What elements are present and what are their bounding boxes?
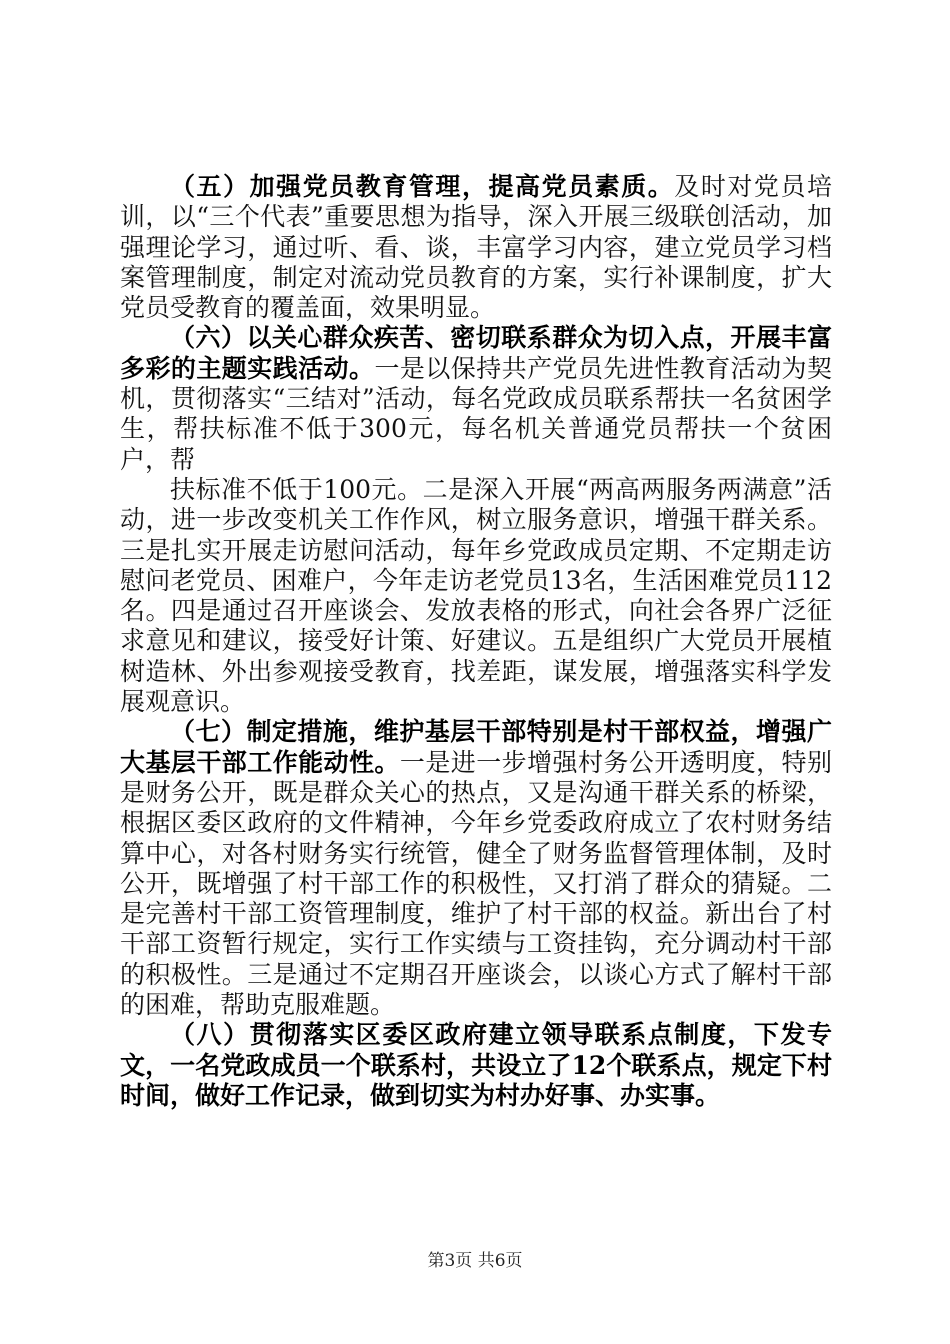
- paragraph-6: [120, 323, 832, 474]
- paragraph-6-heading: （六）以关心群众疾苦、密切联系群众为切入点，开展丰富多彩的主题实践活动。: [120, 323, 832, 383]
- paragraph-7-text: 一是进一步增强村务公开透明度，特别是财务公开，既是群众关心的热点，又是沟通干群关系的桥梁，根据区委区政府的文件精神，今年乡党委政府成立了农村财务结算中心，对各村财务实行统管，健全了财务监督管理体制，及时公开，既增强了村干部工作的积极性，又打消了群众的猜疑。二是完善村干部工资管理制度，维护了村干部的权益。新出台了村干部工资暂行规定，实行工作实绩与工资挂钩，充分调动村干部的积极性。三是通过不定期召开座谈会，以谈心方式了解村干部的困难，帮助克服难题。: [120, 747, 832, 1020]
- paragraph-7: [120, 717, 832, 1020]
- paragraph-8-heading: （八）贯彻落实区委区政府建立领导联系点制度，下发专文，一名党政成员一个联系村，共设立了12个联系点，规定下村时间，做好工作记录，做到切实为村办好事、办实事。: [120, 1020, 832, 1110]
- paragraph-5: [120, 172, 832, 323]
- paragraph-6-continued-text: 扶标准不低于100元。二是深入开展“两高两服务两满意”活动，进一步改变机关工作作风，树立服务意识，增强干群关系。三是扎实开展走访慰问活动，每年乡党政成员定期、不定期走访慰问老党员、困难户，今年走访老党员13名，生活困难党员112名。四是通过召开座谈会、发放表格的形式，向社会各界广泛征求意见和建议，接受好计策、好建议。五是组织广大党员开展植树造林、外出参观接受教育，找差距，谋发展，增强落实科学发展观意识。: [120, 474, 832, 717]
- paragraph-6-continued: [120, 475, 832, 717]
- document-body: [120, 172, 832, 1111]
- paragraph-6-text: 一是以保持共产党员先进性教育活动为契机，贯彻落实“三结对”活动，每名党政成员联系帮扶一名贫困学生，帮扶标准不低于300元，每名机关普通党员帮扶一个贫困户，帮: [120, 353, 832, 474]
- page-number-footer: 第3页 共6页: [427, 1251, 523, 1271]
- paragraph-5-text: 及时对党员培训，以“三个代表”重要思想为指导，深入开展三级联创活动，加强理论学习，通过听、看、谈，丰富学习内容，建立党员学习档案管理制度，制定对流动党员教育的方案，实行补课制度，扩大党员受教育的覆盖面，效果明显。: [120, 172, 832, 323]
- paragraph-5-heading: （五）加强党员教育管理，提高党员素质。: [170, 172, 675, 201]
- paragraph-7-heading: （七）制定措施，维护基层干部特别是村干部权益，增强广大基层干部工作能动性。: [120, 717, 832, 777]
- paragraph-8: [120, 1020, 832, 1111]
